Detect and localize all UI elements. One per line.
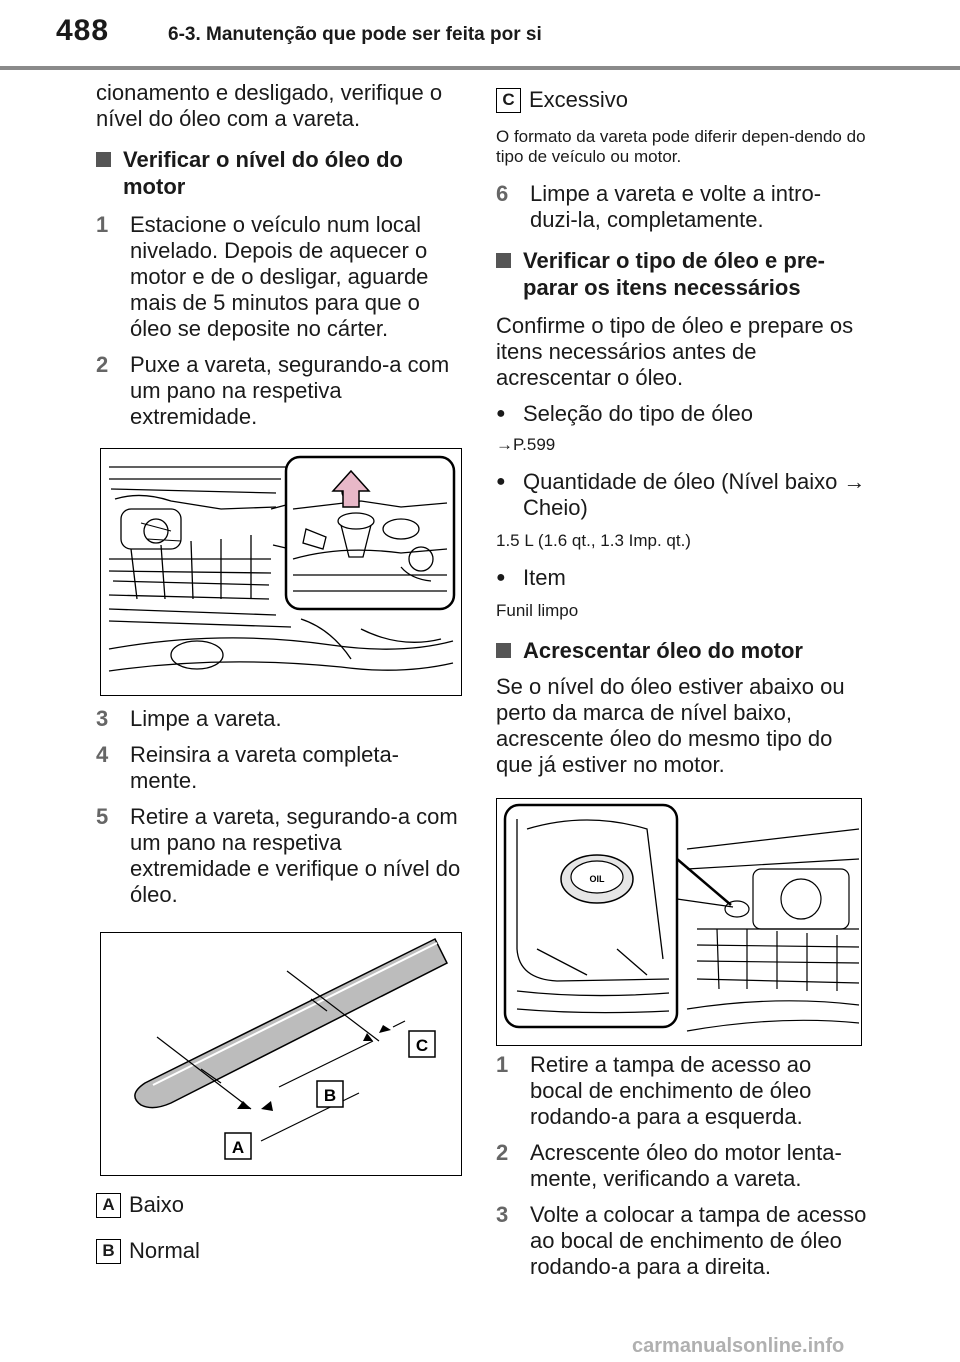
bullet-oil-type (496, 401, 868, 427)
confirm-text: Confirme o tipo de óleo e prepare os itens necessários antes de acrescentar o óleo. (496, 313, 854, 390)
legend-text-c: Excessivo (529, 87, 629, 112)
oil-quantity: 1.5 L (1.6 qt., 1.3 Imp. qt.) (496, 531, 691, 550)
step-3 (96, 706, 464, 732)
step-number: 1 (96, 212, 109, 237)
step-text: Limpe a vareta. (130, 706, 282, 731)
add-oil-text: Se o nível do óleo estiver abaixo ou perto da marca de nível baixo, acrescente óleo do mesmo tipo do que já estiver no motor. (496, 674, 845, 777)
dipstick-label-c: C (415, 1036, 429, 1055)
legend-b (96, 1238, 200, 1264)
legend-key-a: A (96, 1193, 121, 1218)
add-oil-steps (496, 1052, 868, 1280)
step-number: 1 (496, 1052, 509, 1077)
left-column (96, 80, 464, 1263)
step-text: Retire a vareta, segurando-a com um pano na respetiva extremidade e verifique o nível do óleo. (130, 804, 461, 907)
oil-filler-illustration (497, 799, 861, 1045)
legend-text-b: Normal (129, 1238, 200, 1263)
engine-illustration (101, 449, 461, 695)
step-number: 4 (96, 742, 109, 767)
oil-filler-figure (496, 798, 862, 1046)
item-text: Funil limpo (496, 601, 579, 620)
step-text: Retire a tampa de acesso ao bocal de enchimento de óleo rodando-a para a esquerda. (530, 1052, 812, 1129)
oil-cap-text: OIL (589, 874, 605, 884)
dipstick-label-b: B (323, 1086, 337, 1105)
page-reference: →P.599 (496, 435, 556, 454)
section-title: 6-3. Manutenção que pode ser feita por si (168, 24, 542, 45)
bullet-dot-icon: ● (496, 405, 506, 422)
add-step-3 (496, 1202, 868, 1280)
step-4 (96, 742, 464, 794)
intro-text: cionamento e desligado, verifique o nível do óleo com a vareta. (96, 80, 443, 131)
step-5 (96, 804, 464, 908)
step-6 (496, 181, 868, 233)
heading-check-oil (96, 146, 464, 200)
step-number: 3 (496, 1202, 509, 1227)
watermark: carmanualsonline.info (632, 1335, 845, 1357)
step-number: 2 (496, 1140, 509, 1165)
page-number: 488 (56, 14, 110, 47)
heading-oil-type-text: Verificar o tipo de óleo e pre-parar os itens necessários (523, 248, 825, 300)
bullet-text: Item (523, 565, 566, 590)
step-number: 5 (96, 804, 109, 829)
heading-check-oil-text: Verificar o nível do óleo do motor (123, 147, 403, 199)
bullet-text: Quantidade de óleo (Nível baixo → Cheio) (523, 469, 866, 520)
step-text: Estacione o veículo num local nivelado. Depois de aquecer o motor e de o desligar, aguarde mais de 5 minutos para que o óleo se deposite no cárter. (130, 212, 429, 341)
bullet-item (496, 565, 868, 591)
legend-key-c: C (496, 88, 521, 113)
bullet-dot-icon: ● (496, 569, 506, 586)
step-text: Limpe a vareta e volte a intro-duzi-la, completamente. (530, 181, 822, 232)
steps-3-to-5 (96, 706, 464, 908)
add-step-2 (496, 1140, 868, 1192)
square-bullet-icon (96, 152, 111, 167)
step-text: Puxe a vareta, segurando-a com um pano na respetiva extremidade. (130, 352, 450, 429)
step-text: Reinsira a vareta completa-mente. (130, 742, 400, 793)
step-2 (96, 352, 464, 430)
add-step-1 (496, 1052, 868, 1130)
heading-add-oil (496, 637, 868, 664)
step-text: Volte a colocar a tampa de acesso ao bocal de enchimento de óleo rodando-a para a direita. (530, 1202, 867, 1279)
page-header (0, 0, 960, 72)
heading-add-oil-text: Acrescentar óleo do motor (523, 638, 803, 663)
engine-dipstick-figure (100, 448, 462, 696)
dipstick-note: O formato da vareta pode diferir depen-dendo do tipo de veículo ou motor. (496, 127, 866, 166)
legend-a (96, 1192, 184, 1218)
square-bullet-icon (496, 643, 511, 658)
bullet-oil-quantity (496, 469, 868, 521)
header-rule (0, 66, 960, 70)
right-column (496, 80, 868, 1279)
step-text: Acrescente óleo do motor lenta-mente, verificando a vareta. (530, 1140, 842, 1191)
step-number: 2 (96, 352, 109, 377)
dipstick-label-a: A (231, 1138, 245, 1157)
step-number: 3 (96, 706, 109, 731)
legend-c (496, 87, 868, 113)
legend-text-a: Baixo (129, 1192, 185, 1217)
step-1 (96, 212, 464, 342)
heading-oil-type (496, 247, 868, 301)
step-number: 6 (496, 181, 509, 206)
bullet-text: Seleção do tipo de óleo (523, 401, 753, 426)
dipstick-illustration (101, 933, 461, 1175)
square-bullet-icon (496, 253, 511, 268)
legend-key-b: B (96, 1239, 121, 1264)
dipstick-level-figure (100, 932, 462, 1176)
bullet-dot-icon: ● (496, 473, 506, 490)
